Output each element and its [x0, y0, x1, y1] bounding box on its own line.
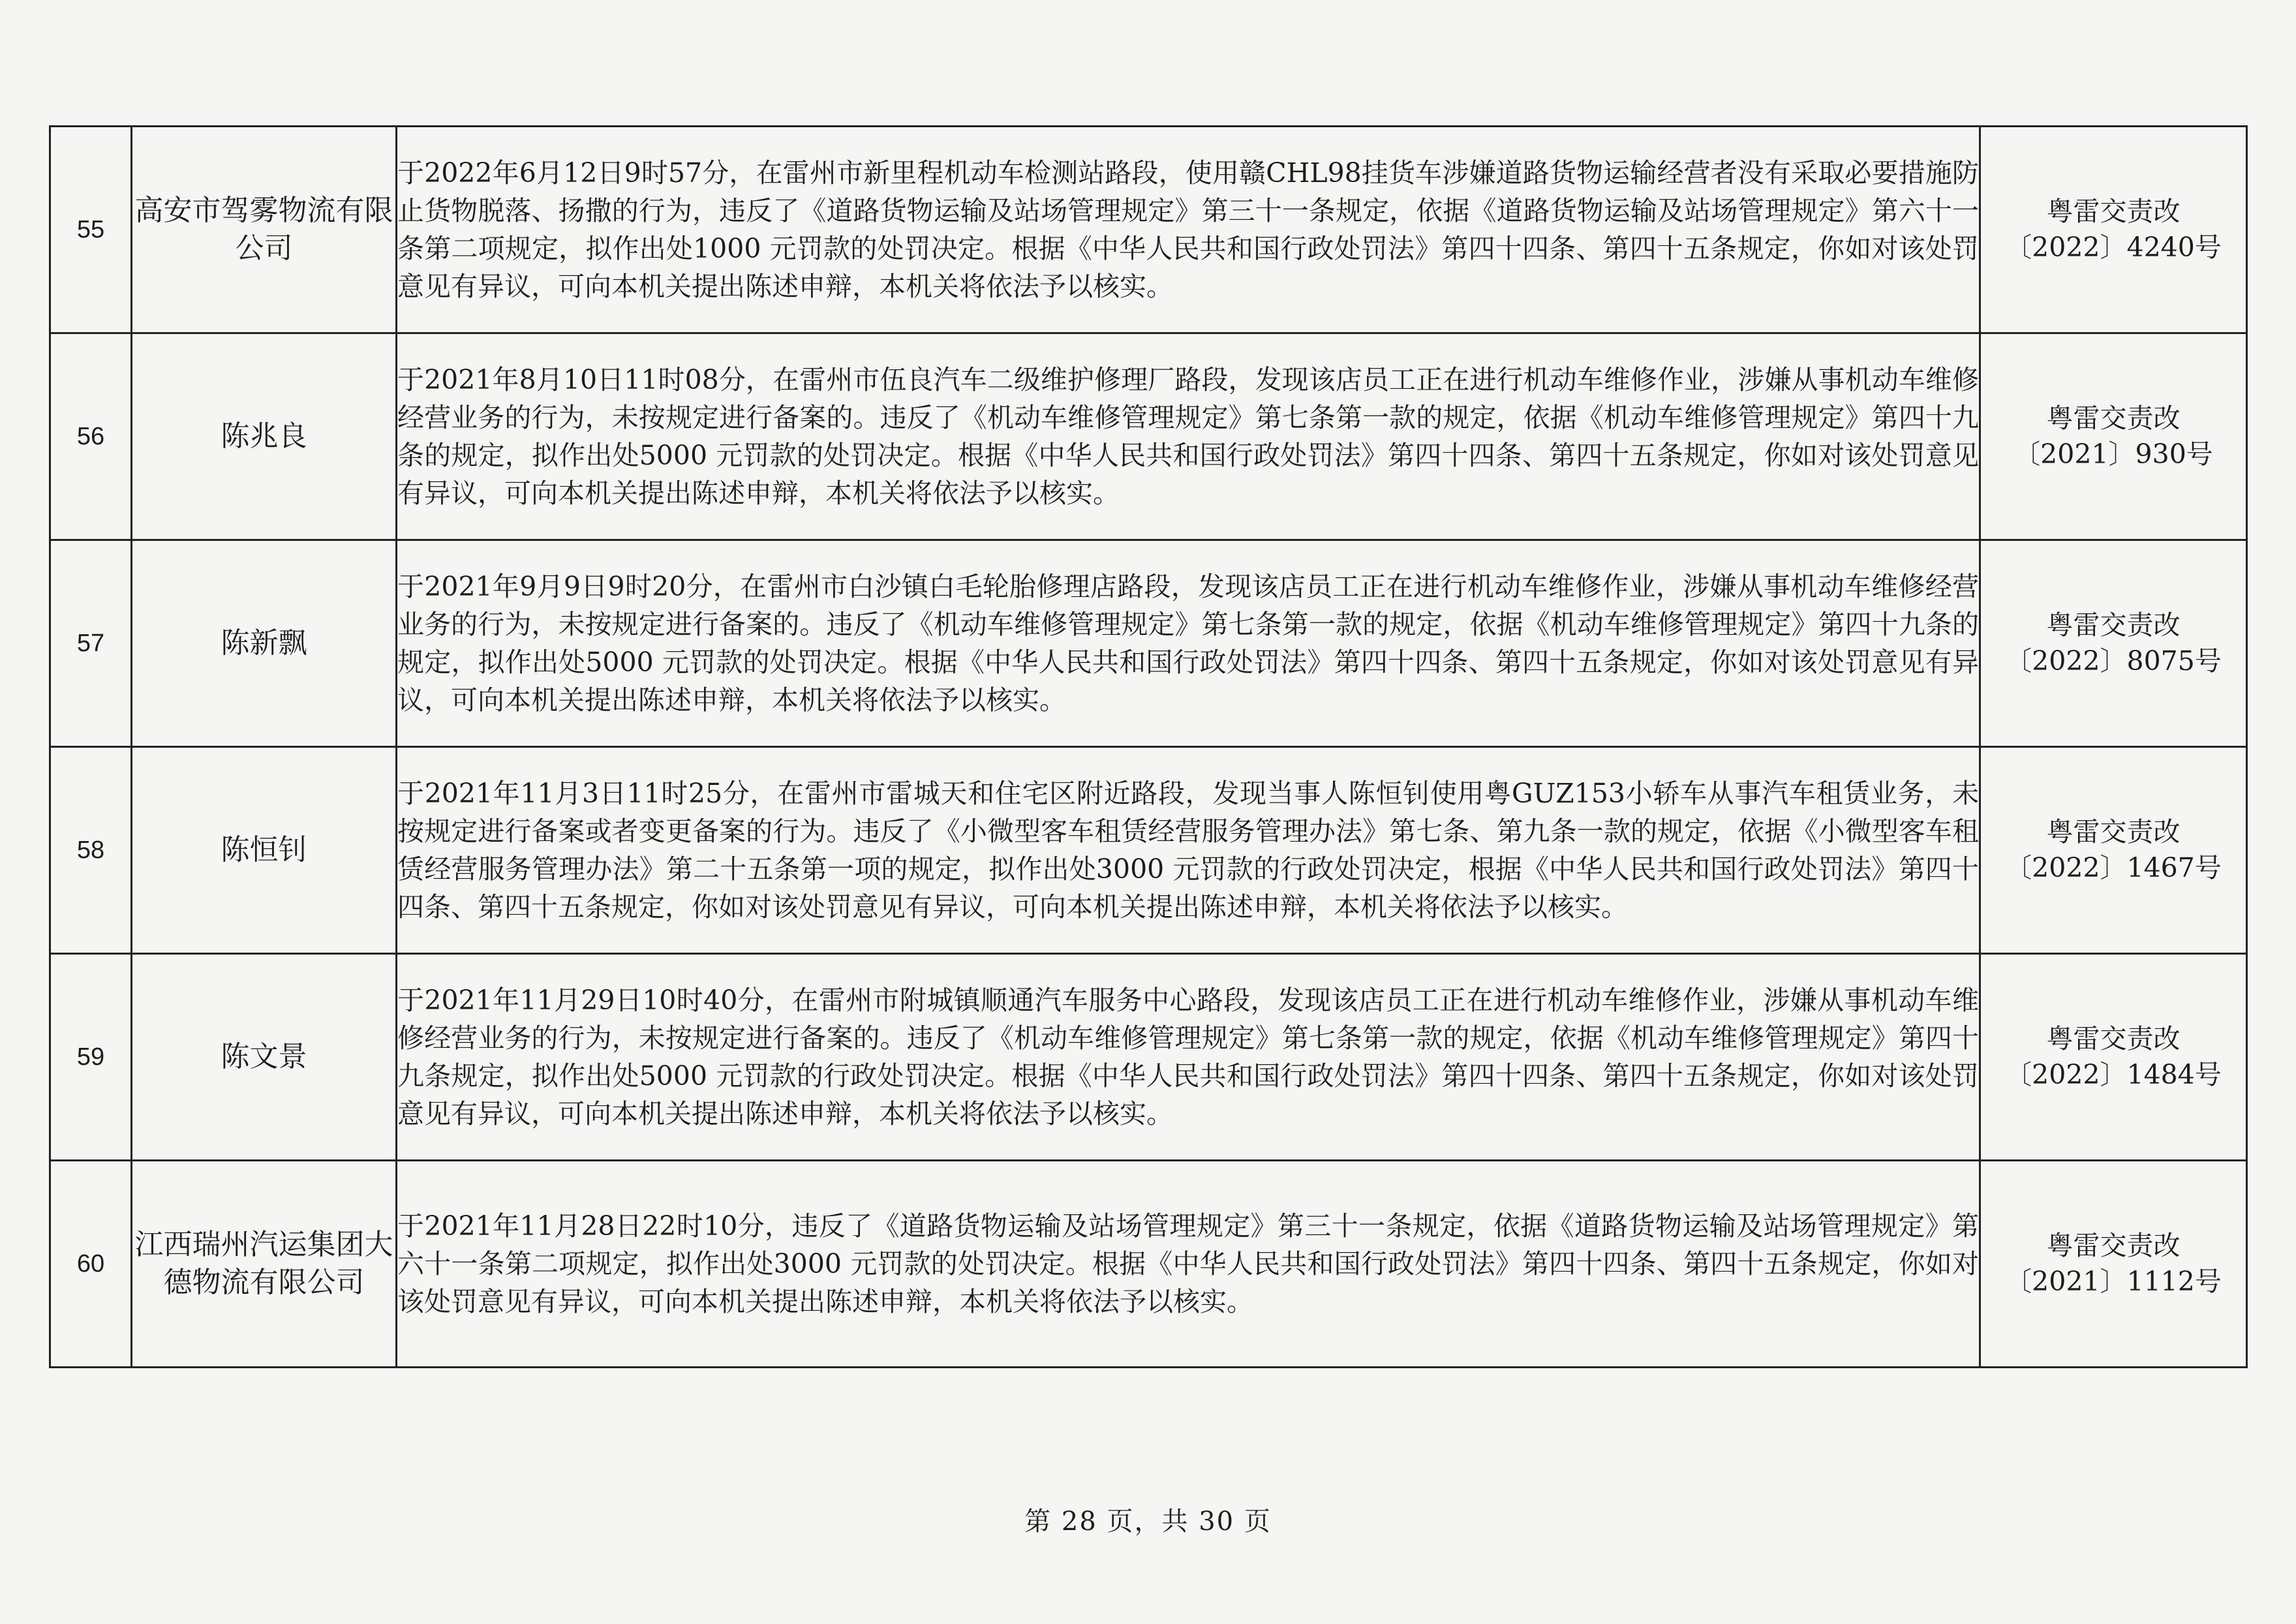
table-row [50, 333, 2247, 540]
violation-description: 于2021年11月3日11时25分，在雷州市雷城天和住宅区附近路段，发现当事人陈恒钊使用粤GUZ153小轿车从事汽车租赁业务，未按规定进行备案或者变更备案的行为。违反了《小微型客车租赁经营服务管理办法》第七条、第九条一款的规定，依据《小微型客车租赁经营服务管理办法》第二十五条第一项的规定，拟作出处3000 元罚款的行政处罚决定，根据《中华人民共和国行政处罚法》第四十四条、第四十五条规定，你如对该处罚意见有异议，可向本机关提出陈述申辩，本机关将依法予以核实。 [397, 747, 1980, 954]
party-name: 陈兆良 [132, 333, 397, 540]
document-serial: 〔2022〕1484号 [2005, 1059, 2222, 1090]
document-number [1980, 747, 2247, 954]
document-prefix: 粤雷交责改 [2046, 816, 2181, 848]
table-row [50, 1161, 2247, 1368]
violation-description: 于2021年11月29日10时40分，在雷州市附城镇顺通汽车服务中心路段，发现该店员工正在进行机动车维修作业，涉嫌从事机动车维修经营业务的行为，未按规定进行备案的。违反了《机动车维修管理规定》第七条第一款的规定，依据《机动车维修管理规定》第四十九条规定，拟作出处5000 元罚款的行政处罚决定。根据《中华人民共和国行政处罚法》第四十四条、第四十五条规定，你如对该处罚意见有异议，可向本机关提出陈述申辩，本机关将依法予以核实。 [397, 954, 1980, 1161]
table-row [50, 127, 2247, 333]
violation-description: 于2021年8月10日11时08分，在雷州市伍良汽车二级维护修理厂路段，发现该店员工正在进行机动车维修作业，涉嫌从事机动车维修经营业务的行为，未按规定进行备案的。违反了《机动车维修管理规定》第七条第一款的规定，依据《机动车维修管理规定》第四十九条的规定，拟作出处5000 元罚款的处罚决定。根据《中华人民共和国行政处罚法》第四十四条、第四十五条规定，你如对该处罚意见有异议，可向本机关提出陈述申辩，本机关将依法予以核实。 [397, 333, 1980, 540]
party-name: 高安市驾雾物流有限公司 [132, 127, 397, 333]
record-number: 55 [50, 127, 132, 333]
document-serial: 〔2021〕930号 [2013, 438, 2213, 470]
page-footer [0, 1501, 2296, 1538]
page-number: 第 28 页，共 30 页 [1024, 1507, 1272, 1537]
document-serial: 〔2021〕1112号 [2005, 1266, 2222, 1297]
record-number: 57 [50, 540, 132, 747]
party-name: 江西瑞州汽运集团大德物流有限公司 [132, 1161, 397, 1368]
party-name: 陈新飘 [132, 540, 397, 747]
table-row [50, 540, 2247, 747]
penalty-table [49, 125, 2248, 1368]
document-serial: 〔2022〕1467号 [2005, 852, 2222, 883]
document-serial: 〔2022〕4240号 [2005, 232, 2222, 263]
violation-description: 于2021年11月28日22时10分，违反了《道路货物运输及站场管理规定》第三十一条规定，依据《道路货物运输及站场管理规定》第六十一条第二项规定，拟作出处3000 元罚款的处罚决定。根据《中华人民共和国行政处罚法》第四十四条、第四十五条规定，你如对该处罚意见有异议，可向本机关提出陈述申辩，本机关将依法予以核实。 [397, 1161, 1980, 1368]
record-number: 56 [50, 333, 132, 540]
table-row [50, 747, 2247, 954]
party-name: 陈恒钊 [132, 747, 397, 954]
record-number: 60 [50, 1161, 132, 1368]
document-number [1980, 954, 2247, 1161]
document-prefix: 粤雷交责改 [2046, 196, 2181, 227]
party-name: 陈文景 [132, 954, 397, 1161]
document-prefix: 粤雷交责改 [2046, 1023, 2181, 1054]
document-serial: 〔2022〕8075号 [2005, 645, 2222, 677]
document-number [1980, 127, 2247, 333]
violation-description: 于2021年9月9日9时20分，在雷州市白沙镇白毛轮胎修理店路段，发现该店员工正在进行机动车维修作业，涉嫌从事机动车维修经营业务的行为，未按规定进行备案的。违反了《机动车维修管理规定》第七条第一款的规定，依据《机动车维修管理规定》第四十九条的规定，拟作出处5000 元罚款的处罚决定。根据《中华人民共和国行政处罚法》第四十四条、第四十五条规定，你如对该处罚意见有异议，可向本机关提出陈述申辩，本机关将依法予以核实。 [397, 540, 1980, 747]
record-number: 58 [50, 747, 132, 954]
document-prefix: 粤雷交责改 [2046, 1230, 2181, 1261]
table-row [50, 954, 2247, 1161]
record-number: 59 [50, 954, 132, 1161]
document-prefix: 粤雷交责改 [2046, 403, 2181, 434]
document-number [1980, 333, 2247, 540]
document-number [1980, 540, 2247, 747]
document-prefix: 粤雷交责改 [2046, 609, 2181, 641]
document-number [1980, 1161, 2247, 1368]
violation-description: 于2022年6月12日9时57分，在雷州市新里程机动车检测站路段，使用赣CHL98挂货车涉嫌道路货物运输经营者没有采取必要措施防止货物脱落、扬撒的行为，违反了《道路货物运输及站场管理规定》第三十一条规定，依据《道路货物运输及站场管理规定》第六十一条第二项规定，拟作出处1000 元罚款的处罚决定。根据《中华人民共和国行政处罚法》第四十四条、第四十五条规定，你如对该处罚意见有异议，可向本机关提出陈述申辩，本机关将依法予以核实。 [397, 127, 1980, 333]
